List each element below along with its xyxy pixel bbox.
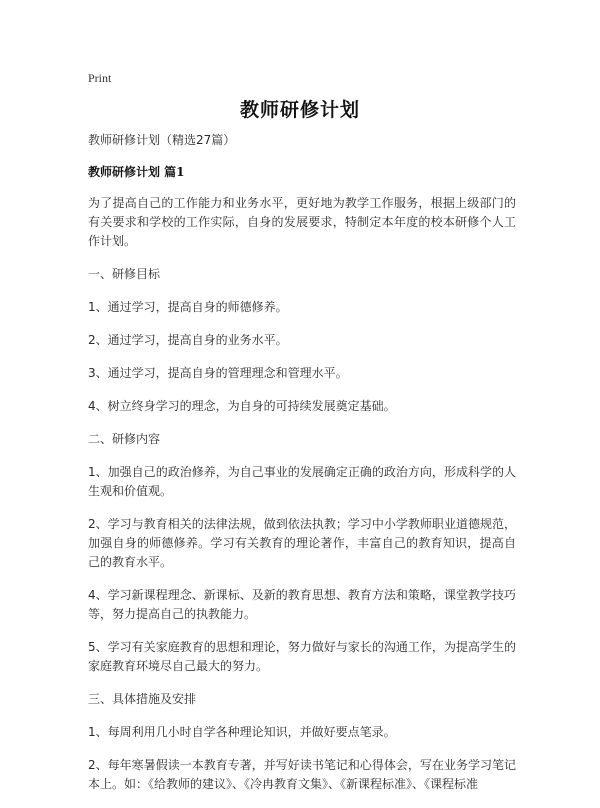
content-item: 1、加强自己的政治修养，为自己事业的发展确定正确的政治方向，形成科学的人生观和价值观。 xyxy=(88,465,516,498)
goal-item: 3、通过学习，提高自身的管理理念和管理水平。 xyxy=(88,366,348,380)
document-subtitle: 教师研修计划（精选27篇） xyxy=(88,133,236,147)
content-item: 5、学习有关家庭教育的思想和理论，努力做好与家长的沟通工作，为提高学生的家庭教育环境尽自己最大的努力。 xyxy=(88,640,516,673)
goal-item: 2、通过学习，提高自身的业务水平。 xyxy=(88,333,288,347)
print-label: Print xyxy=(88,71,112,85)
content-item: 4、学习新课程理念、新课标、及新的教育思想、教育方法和策略，课堂教学技巧等，努力提高自己的执教能力。 xyxy=(88,588,516,621)
content-item: 2、学习与教育相关的法律法规，做到依法执教；学习中小学教师职业道德规范，加强自身的师德修养。学习有关教育的理论著作，丰富自己的教育知识，提高自己的教育水平。 xyxy=(88,517,516,569)
document-body xyxy=(88,131,516,808)
document-title: 教师研修计划 xyxy=(239,99,360,121)
heading-goals: 一、研修目标 xyxy=(88,267,161,281)
paragraph-intro: 为了提高自己的工作能力和业务水平，更好地为教学工作服务，根据上级部门的有关要求和学校的工作实际，自身的发展要求，特制定本年度的校本研修个人工作计划。 xyxy=(88,196,516,248)
section-heading: 教师研修计划 篇1 xyxy=(88,165,185,179)
heading-measures: 三、具体措施及安排 xyxy=(88,692,197,706)
goal-item: 4、树立终身学习的理念，为自身的可持续发展奠定基础。 xyxy=(88,399,396,413)
goal-item: 1、通过学习，提高自身的师德修养。 xyxy=(88,300,288,314)
measure-item: 1、每周利用几小时自学各种理论知识，并做好要点笔录。 xyxy=(88,725,396,739)
heading-content: 二、研修内容 xyxy=(88,432,161,446)
measure-item: 2、每年寒暑假读一本教育专著，并写好读书笔记和心得体会，写在业务学习笔记本上。如：《给教师的建议》、《冷冉教育文集》、《新课程标准》、《课程标准 xyxy=(88,758,516,791)
